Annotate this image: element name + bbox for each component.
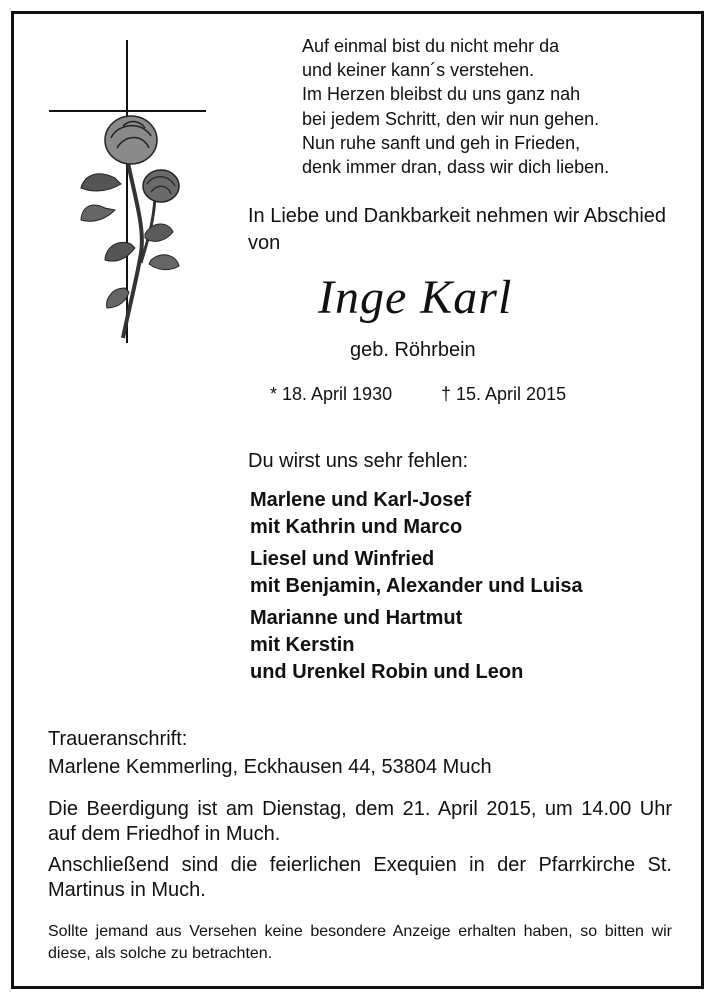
family-group — [250, 487, 583, 541]
death-date: † 15. April 2015 — [441, 384, 567, 404]
funeral-details — [48, 797, 672, 909]
family-line: und Urenkel Robin und Leon — [250, 661, 524, 683]
address-label: Traueranschrift: — [48, 728, 188, 750]
maiden-name: geb. Röhrbein — [350, 339, 476, 361]
notice-disclaimer: Sollte jemand aus Versehen keine besondere Anzeige erhalten haben, so bitten wir diese, als solche zu betrachten. — [48, 923, 672, 962]
intro-text: In Liebe und Dankbarkeit nehmen wir Abschied von — [248, 205, 667, 254]
cross-with-rose-icon — [45, 38, 210, 348]
family-line: mit Kerstin — [250, 634, 355, 656]
poem-line: bei jedem Schritt, den wir nun gehen. — [302, 108, 600, 129]
family-group — [250, 546, 583, 600]
family-line: Marlene und Karl-Josef — [250, 489, 472, 511]
funeral-paragraph: Anschließend sind die feierlichen Exequien in der Pfarrkirche St. Martinus in Much. — [48, 854, 672, 901]
poem-line: Auf einmal bist du nicht mehr da — [302, 36, 560, 56]
family-line: Liesel und Winfried — [250, 548, 435, 570]
poem-line: denk immer dran, dass wir dich lieben. — [302, 157, 610, 178]
birth-date: * 18. April 1930 — [270, 384, 393, 404]
family-list — [250, 487, 583, 691]
mourning-address — [48, 725, 492, 781]
family-group — [250, 605, 583, 686]
family-line: Marianne und Hartmut — [250, 607, 463, 629]
family-line: mit Benjamin, Alexander und Luisa — [250, 575, 583, 597]
poem-line: Im Herzen bleibst du uns ganz nah — [302, 84, 581, 105]
address-value: Marlene Kemmerling, Eckhausen 44, 53804 Much — [48, 756, 492, 778]
missed-text: Du wirst uns sehr fehlen: — [248, 450, 469, 472]
funeral-paragraph: Die Beerdigung ist am Dienstag, dem 21. April 2015, um 14.00 Uhr auf dem Friedhof in Much. — [48, 798, 672, 845]
deceased-name: Inge Karl — [318, 271, 513, 324]
poem-line: Nun ruhe sanft und geh in Frieden, — [302, 132, 581, 153]
family-line: mit Kathrin und Marco — [250, 516, 463, 538]
poem — [302, 34, 609, 179]
poem-line: und keiner kann´s verstehen. — [302, 60, 535, 81]
